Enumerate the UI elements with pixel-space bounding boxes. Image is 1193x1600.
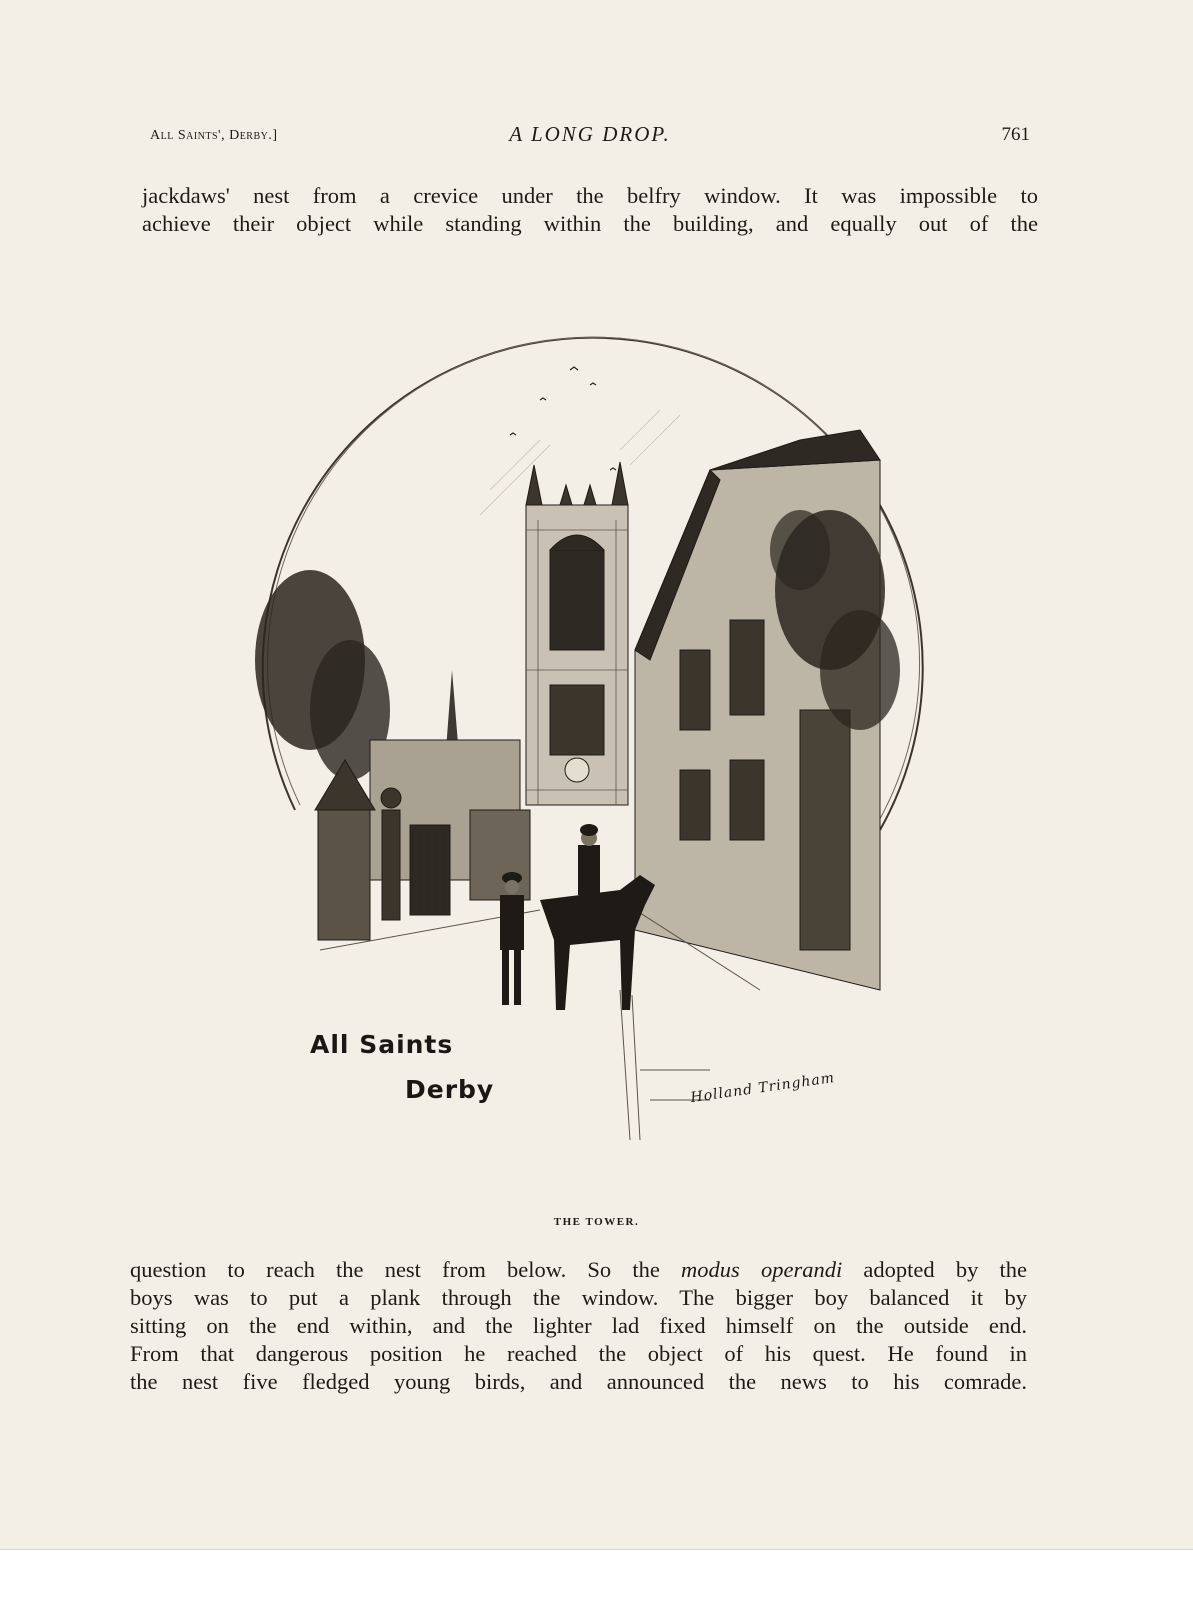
text-line: sitting on the end within, and the lighter lad fixed himself on the outside end. — [130, 1313, 1027, 1338]
text-line: question to reach the nest from below. So the modus operandi adopted by the — [130, 1257, 1028, 1282]
body-text-top — [142, 182, 1038, 238]
text-line: boys was to put a plank through the window. The bigger boy balanced it by — [130, 1285, 1027, 1310]
text-line: From that dangerous position he reached the object of his quest. He found in — [130, 1341, 1027, 1366]
figure-caption: THE TOWER. — [553, 1216, 640, 1228]
running-head-section: All Saints', Derby.] — [150, 128, 278, 143]
tower-illustration — [240, 290, 940, 1180]
artist-signature: Holland Tringham — [689, 1069, 836, 1107]
text-line: jackdaws' nest from a crevice under the belfry window. It was impossible to — [142, 183, 1038, 208]
running-head-title: A LONG DROP. — [509, 122, 671, 146]
handwritten-label: Derby — [405, 1075, 495, 1104]
body-text-bottom — [130, 1256, 1027, 1396]
page-edge — [0, 1549, 1193, 1600]
running-head — [150, 118, 1030, 158]
page-number: 761 — [1001, 124, 1030, 145]
text-line: the nest five fledged young birds, and announced the news to his comrade. — [130, 1369, 1027, 1394]
italic-phrase: modus operandi — [681, 1257, 843, 1282]
handwritten-label: All Saints — [310, 1030, 454, 1059]
text-line: achieve their object while standing within the building, and equally out of the — [142, 211, 1038, 236]
